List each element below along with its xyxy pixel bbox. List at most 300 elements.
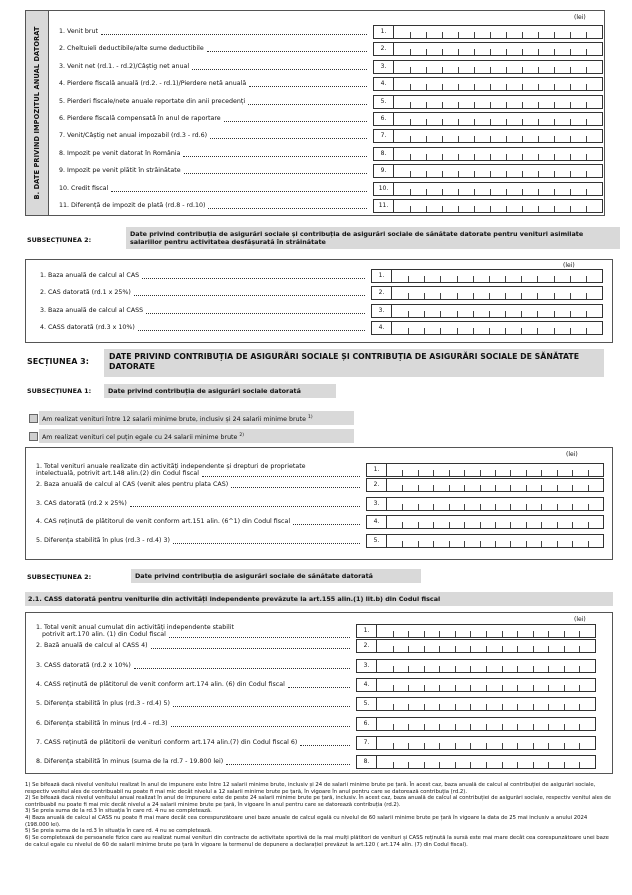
amount-input[interactable] [373,147,603,161]
section-b-vertical-label: B. DATE PRIVIND IMPOZITUL ANUAL DATORAT [26,11,49,215]
amount-input[interactable] [373,129,603,143]
digit-separator [506,171,507,177]
digit-separator [538,67,539,73]
digit-separator [510,504,511,510]
amount-input[interactable] [356,639,596,653]
digit-separator [410,171,411,177]
digit-separator [541,485,542,491]
digit-separator [486,666,487,672]
amount-input[interactable] [373,95,603,109]
digit-separator [426,102,427,108]
digit-cells[interactable] [394,26,602,38]
digit-separator [442,32,443,38]
digit-separator [538,189,539,195]
form-row [36,717,356,729]
amount-input[interactable] [371,321,603,335]
digit-separator [410,206,411,212]
digit-separator [489,311,490,317]
digit-separator [455,631,456,637]
digit-separator [506,119,507,125]
digit-separator [521,293,522,299]
digit-separator [586,102,587,108]
digit-separator [588,485,589,491]
digit-cells[interactable] [394,200,602,212]
digit-separator [588,522,589,528]
digit-separator [548,704,549,710]
form-row [36,478,366,490]
digit-separator [586,311,587,317]
unit-label: (lei) [566,451,578,458]
row-number: 4. [372,322,392,334]
digit-separator [572,470,573,476]
digit-separator [502,743,503,749]
digit-separator [474,136,475,142]
digit-separator [579,646,580,652]
amount-input[interactable] [356,755,596,769]
digit-separator [548,666,549,672]
row-label: 4. CASS reținută de plătitorul de venit conform art.174 alin. (6) din Codul fiscal [36,680,285,688]
digit-separator [564,685,565,691]
digit-cells[interactable] [394,148,602,160]
digit-separator [402,470,403,476]
digit-separator [579,743,580,749]
digit-separator [541,504,542,510]
row-label: 11. Diferență de impozit de plată (rd.8 - rd.10) [59,202,206,209]
digit-separator [424,328,425,334]
digit-separator [502,704,503,710]
footnote: 5) Se preia suma de la rd.3 în situația în care rd. 4 nu se completează. [25,828,212,834]
digit-separator [442,49,443,55]
digit-separator [410,102,411,108]
digit-separator [548,724,549,730]
digit-separator [410,154,411,160]
digit-cells[interactable] [377,756,595,768]
digit-separator [410,84,411,90]
digit-cells[interactable] [387,516,603,528]
digit-separator [570,32,571,38]
digit-separator [439,646,440,652]
digit-separator [393,743,394,749]
row-number: 5. [374,96,394,108]
subsection-1-panel [25,447,613,560]
digit-separator [402,522,403,528]
digit-separator [570,154,571,160]
digit-separator [490,32,491,38]
amount-input[interactable] [373,112,603,126]
form-row [36,736,356,748]
digit-separator [474,67,475,73]
amount-input[interactable] [366,515,604,529]
footnote-ref: 2) [239,433,245,438]
digit-separator [457,276,458,282]
digit-separator [570,84,571,90]
digit-separator [537,293,538,299]
digit-separator [570,276,571,282]
amount-input[interactable] [371,304,603,318]
digit-separator [564,762,565,768]
digit-separator [473,293,474,299]
digit-cells[interactable] [377,679,595,691]
digit-separator [393,631,394,637]
row-label: 8. Impozit pe venit datorat în România [59,149,181,157]
dotted-leader [207,51,367,52]
digit-separator [548,743,549,749]
digit-separator [426,119,427,125]
digit-separator [418,470,419,476]
digit-separator [586,293,587,299]
digit-cells[interactable] [377,640,595,652]
digit-cells[interactable] [392,322,602,334]
digit-separator [570,171,571,177]
digit-separator [554,293,555,299]
row-label: 7. Venit/Câștig net anual impozabil (rd.3 - rd.6) [59,132,208,140]
digit-separator [439,631,440,637]
digit-separator [408,762,409,768]
footnote: 3) Se preia suma de la rd.3 în situația în care rd. 4 nu se completează. [25,808,212,814]
digit-cells[interactable] [377,625,595,637]
row-label: 2. CAS datorată (rd.1 x 25%) [40,289,131,297]
digit-separator [474,84,475,90]
digit-separator [495,485,496,491]
digit-separator [490,119,491,125]
form-row [36,534,366,546]
digit-separator [586,189,587,195]
digit-cells[interactable] [387,535,603,547]
digit-separator [588,470,589,476]
digit-separator [410,189,411,195]
digit-separator [455,724,456,730]
subsection-2-cass-title: Date privind contribuția de asigurări sociale de sănătate datorată [131,569,421,583]
row-label: 3. CASS datorată (rd.2 x 10%) [36,661,131,669]
amount-input[interactable] [371,286,603,300]
digit-separator [426,49,427,55]
form-row [36,497,366,509]
row-number: 2. [367,479,387,491]
amount-input[interactable] [356,717,596,731]
digit-separator [439,724,440,730]
digit-separator [502,631,503,637]
digit-separator [393,666,394,672]
digit-separator [510,541,511,547]
digit-separator [410,49,411,55]
dotted-leader [224,121,367,122]
digit-cells[interactable] [394,113,602,125]
digit-separator [538,154,539,160]
digit-separator [522,136,523,142]
digit-separator [458,206,459,212]
digit-separator [474,119,475,125]
row-number: 4. [357,679,377,691]
digit-separator [502,685,503,691]
digit-separator [495,541,496,547]
amount-input[interactable] [366,497,604,511]
digit-separator [418,541,419,547]
digit-cells[interactable] [377,718,595,730]
digit-separator [526,504,527,510]
digit-separator [538,84,539,90]
digit-separator [537,311,538,317]
row-label: 9. Impozit pe venit plătit în străinătate [59,167,181,175]
amount-input[interactable] [373,199,603,213]
cass-2-1-title: 2.1. CASS datorată pentru veniturile din activități independente prevăzute la art.155 alin.(1) lit.b) din Codul fiscal [25,592,613,606]
dotted-leader [138,330,365,331]
digit-separator [470,631,471,637]
digit-separator [586,154,587,160]
digit-separator [570,119,571,125]
digit-separator [474,32,475,38]
digit-separator [473,328,474,334]
digit-separator [440,311,441,317]
digit-cells[interactable] [394,165,602,177]
digit-cells[interactable] [377,698,595,710]
digit-separator [470,762,471,768]
digit-separator [586,32,587,38]
digit-separator [455,743,456,749]
row-number: 4. [374,78,394,90]
digit-separator [474,49,475,55]
row-number: 5. [367,535,387,547]
amount-input[interactable] [371,269,603,283]
digit-separator [490,171,491,177]
digit-separator [522,102,523,108]
checkbox-24-salaries[interactable] [29,432,38,441]
digit-separator [554,328,555,334]
dotted-leader [146,313,365,314]
digit-separator [521,328,522,334]
digit-cells[interactable] [394,130,602,142]
digit-separator [533,724,534,730]
digit-separator [486,646,487,652]
digit-cells[interactable] [392,270,602,282]
digit-separator [517,685,518,691]
form-row [36,755,356,767]
amount-input[interactable] [356,697,596,711]
digit-separator [586,328,587,334]
digit-separator [538,32,539,38]
row-label: 4. Pierdere fiscală anuală (rd.2. - rd.1)/Pierdere netă anuală [59,80,247,88]
row-label: 3. Venit net (rd.1. - rd.2)/Câștig net anual [59,62,190,70]
digit-cells[interactable] [394,43,602,55]
subsection-2-label: SUBSECȚIUNEA 2: [27,236,92,244]
digit-separator [541,470,542,476]
digit-separator [537,328,538,334]
form-row [36,620,356,640]
digit-separator [440,328,441,334]
digit-separator [408,666,409,672]
digit-separator [533,666,534,672]
digit-separator [588,504,589,510]
amount-input[interactable] [356,659,596,673]
form-row [59,182,373,194]
footnote-ref: 1) [308,415,313,420]
digit-separator [393,704,394,710]
dotted-leader [288,687,350,688]
checkbox-12-24-salaries[interactable] [29,414,38,423]
amount-input[interactable] [356,736,596,750]
digit-separator [439,666,440,672]
digit-separator [521,276,522,282]
amount-input[interactable] [373,42,603,56]
digit-separator [470,743,471,749]
subsection-1-title: Date privind contribuția de asigurări sociale datorată [104,384,336,398]
digit-separator [490,206,491,212]
digit-cells[interactable] [387,479,603,491]
digit-separator [505,293,506,299]
digit-separator [522,154,523,160]
digit-separator [393,646,394,652]
digit-separator [538,171,539,177]
dotted-leader [192,69,367,70]
digit-separator [572,522,573,528]
digit-separator [541,541,542,547]
row-number: 8. [374,148,394,160]
form-row [36,697,356,709]
row-number: 1. [367,464,387,476]
row-number: 6. [357,718,377,730]
digit-separator [586,119,587,125]
digit-separator [474,206,475,212]
digit-separator [426,171,427,177]
row-label: 2. Bază anuală de calcul al CASS 4) [36,642,148,650]
digit-separator [564,646,565,652]
form-row [59,60,373,72]
form-row [36,639,356,651]
digit-cells[interactable] [392,305,602,317]
row-number: 7. [374,130,394,142]
digit-separator [586,49,587,55]
digit-cells[interactable] [394,78,602,90]
amount-input[interactable] [373,25,603,39]
digit-separator [506,136,507,142]
digit-separator [502,724,503,730]
digit-separator [408,646,409,652]
digit-separator [442,67,443,73]
digit-separator [502,646,503,652]
digit-separator [557,504,558,510]
digit-separator [526,541,527,547]
digit-separator [564,666,565,672]
digit-separator [410,136,411,142]
row-number: 1. [372,270,392,282]
form-row [59,77,373,89]
digit-separator [570,293,571,299]
dotted-leader [210,138,367,139]
digit-separator [458,49,459,55]
digit-separator [570,49,571,55]
digit-separator [408,328,409,334]
digit-cells[interactable] [394,61,602,73]
digit-separator [554,311,555,317]
amount-input[interactable] [373,77,603,91]
digit-separator [449,485,450,491]
digit-separator [424,743,425,749]
digit-separator [426,154,427,160]
digit-separator [402,485,403,491]
digit-cells[interactable] [387,498,603,510]
amount-input[interactable] [373,60,603,74]
amount-input[interactable] [356,624,596,638]
dotted-leader [173,706,350,707]
digit-separator [554,276,555,282]
form-row [59,147,373,159]
digit-separator [517,646,518,652]
digit-cells[interactable] [377,737,595,749]
digit-separator [586,67,587,73]
digit-separator [533,704,534,710]
row-number: 3. [367,498,387,510]
row-number: 9. [374,165,394,177]
digit-separator [554,49,555,55]
digit-separator [554,136,555,142]
digit-separator [393,762,394,768]
amount-input[interactable] [356,678,596,692]
digit-separator [548,631,549,637]
digit-separator [554,84,555,90]
digit-separator [424,685,425,691]
amount-input[interactable] [366,463,604,477]
digit-separator [439,704,440,710]
digit-separator [426,206,427,212]
digit-separator [408,704,409,710]
row-label: 5. Diferența stabilită în plus (rd.3 - rd.4) 3) [36,537,170,545]
amount-input[interactable] [366,478,604,492]
digit-separator [554,171,555,177]
row-label: 10. Credit fiscal [59,184,109,192]
cass-panel [25,612,613,774]
digit-separator [506,206,507,212]
digit-separator [464,522,465,528]
digit-separator [505,311,506,317]
row-label: 1. Baza anuală de calcul al CAS [40,272,140,279]
digit-separator [521,311,522,317]
row-label: 6. Diferența stabilită în minus (rd.4 - rd.3) [36,719,168,727]
digit-cells[interactable] [387,464,603,476]
section-3-title: DATE PRIVIND CONTRIBUȚIA DE ASIGURĂRI SOCIALE ȘI CONTRIBUȚIA DE ASIGURĂRI SOCIALE DE SĂNĂTATE DATORATE [104,349,604,377]
digit-separator [548,762,549,768]
digit-separator [570,311,571,317]
digit-separator [506,32,507,38]
digit-separator [537,276,538,282]
digit-separator [554,189,555,195]
dotted-leader [134,295,365,296]
row-number: 3. [374,61,394,73]
form-row [59,42,373,54]
digit-separator [458,189,459,195]
form-row [36,678,356,690]
digit-cells[interactable] [394,96,602,108]
dotted-leader [183,156,367,157]
digit-separator [510,485,511,491]
row-label: 4. CAS reținută de plătitorul de venit conform art.151 alin. (6^1) din Codul fiscal [36,518,291,526]
digit-separator [442,189,443,195]
digit-separator [533,743,534,749]
amount-input[interactable] [373,164,603,178]
amount-input[interactable] [373,182,603,196]
digit-separator [570,102,571,108]
digit-cells[interactable] [392,287,602,299]
digit-separator [455,685,456,691]
digit-cells[interactable] [377,660,595,672]
form-row [40,286,371,298]
digit-separator [557,541,558,547]
digit-separator [480,485,481,491]
digit-separator [410,119,411,125]
digit-separator [464,504,465,510]
digit-separator [522,189,523,195]
amount-input[interactable] [366,534,604,548]
digit-separator [424,293,425,299]
digit-cells[interactable] [394,183,602,195]
